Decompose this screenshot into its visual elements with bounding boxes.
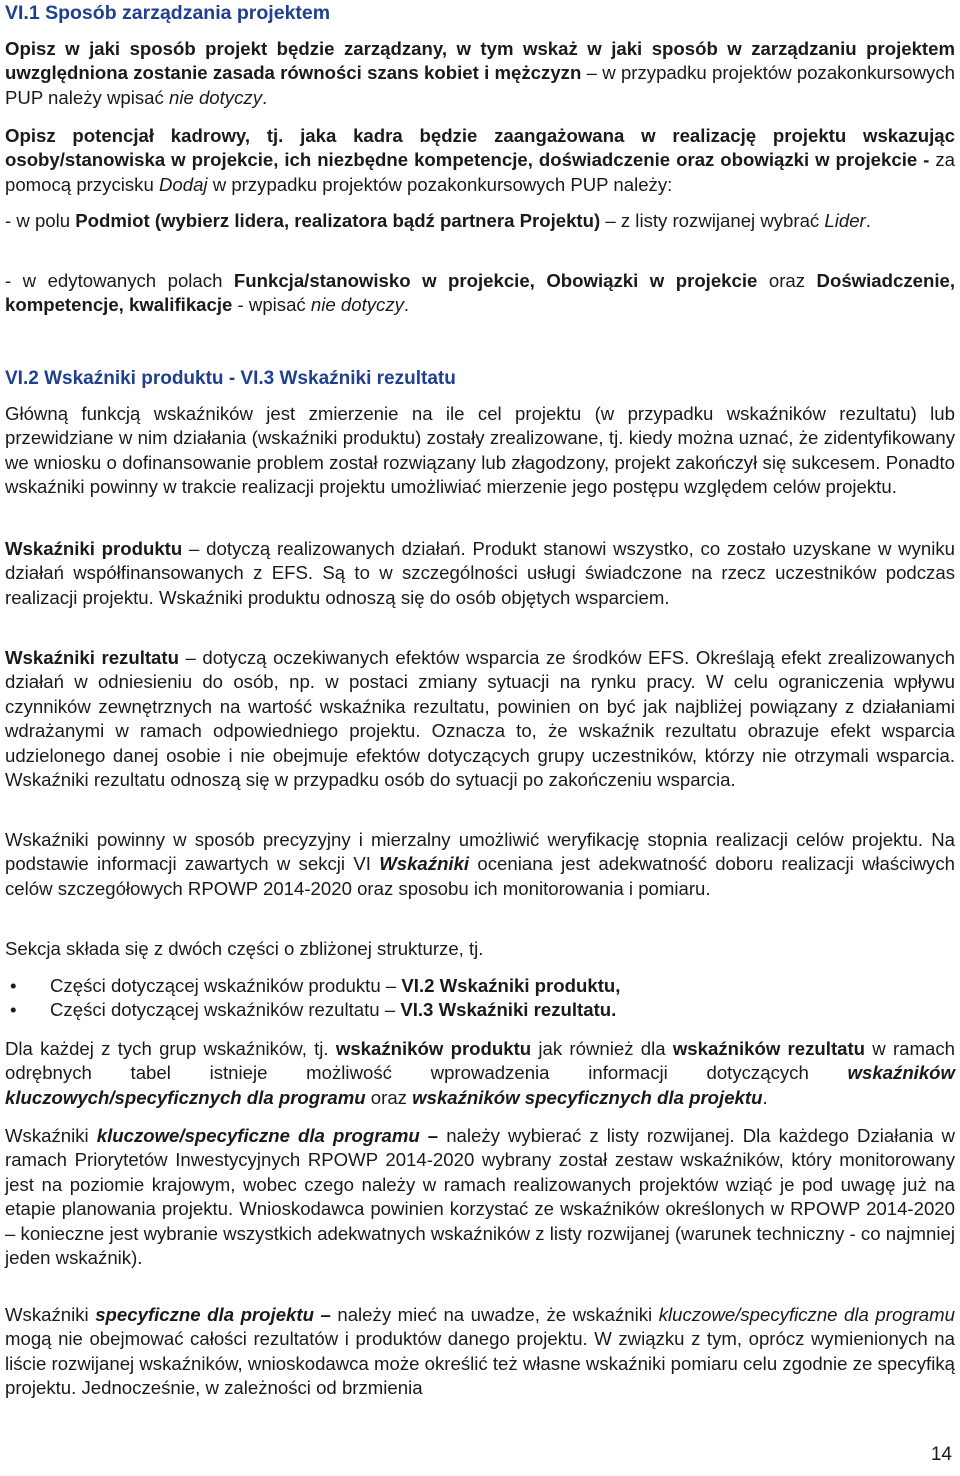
text: oceniana jest adekwatność doboru realizacji właściwych celów szczegółowych RPOWP 2014-2020 oraz sposobu ich monitorowania i pomiaru. [5,853,955,899]
bullet-icon: • [10,999,17,1021]
text: w przypadku projektów pozakonkursowych PUP należy: [207,173,673,195]
bold-text: VI.2 Wskaźniki produktu, [401,975,621,996]
bold-text: Opisz potencjał kadrowy, tj. jaka kadra będzie zaangażowana w realizację projektu wskazując osoby/stanowiska w projekcie, ich niezbędne kompetencje, doświadczenie oraz obowiązki w projekcie - [5,125,955,171]
text: – dotyczą realizowanych działań. Produkt stanowi wszystko, co zostało uzyskane w wyniku działań współfinansowanych z EFS. Są to w szczególności usługi świadczone na rzecz uczestników podczas realizacji projektu. Wskaźniki produktu odnoszą się do osób objętych wsparciem. [5,538,955,608]
text: mogą nie obejmować całości rezultatów i produktów danego projektu. W związku z tym, oprócz wymienionych na liście rozwijanej wskaźników, wnioskodawca może określić też własne wskaźniki pomiaru celu zgodnie ze specyfiką projektu. Jednocześnie, w zależności od brzmienia [5,1328,955,1399]
bold-italic-text: specyficzne dla projektu [95,1304,314,1325]
bold-text: Doświadczenie, kompetencje, kwalifikacje [5,270,955,316]
text: . [262,86,268,108]
bold-italic-text: kluczowe/specyficzne dla programu [96,1125,420,1146]
text: za pomocą przycisku [5,149,955,195]
bold-text: Opisz w jaki sposób projekt będzie zarządzany, w tym wskaż w jaki sposób w zarządzaniu projektem uwzględniona zostanie zasada równości szans kobiet i mężczyzn [5,38,955,84]
text: - wpisać [232,294,311,316]
text: Części dotyczącej wskaźników produktu – [50,975,402,996]
paragraph-indicator-groups [5,1037,955,1110]
italic-text: kluczowe/specyficzne dla programu [658,1304,955,1325]
text: – z listy rozwijanej wybrać [600,210,825,231]
bold-text: Wskaźniki produktu [5,538,183,559]
paragraph-subject-field [5,209,955,233]
text: – w przypadku projektów pozakonkursowych PUP należy wpisać [5,62,955,108]
bold-italic-text: Wskaźniki [379,853,470,875]
text: oraz [757,270,817,291]
text: . [762,1086,768,1108]
bold-text: – [419,1125,439,1146]
paragraph-product-indicators [5,537,955,610]
bullet-list [5,974,955,1023]
text: . [403,294,410,316]
text: . [865,210,871,231]
paragraph-precision [5,828,955,901]
bold-text: wskaźników produktu [335,1038,532,1059]
bold-text: wskaźników rezultatu [672,1038,866,1059]
bold-text: Funkcja/stanowisko w projekcie, Obowiązki w projekcie [233,270,758,291]
text: Wskaźniki powinny w sposób precyzyjny i mierzalny umożliwić weryfikację stopnia realizacji celów projektu. Na podstawie informacji zawartych w sekcji VI [5,829,955,875]
text: - w polu [5,210,76,231]
italic-text: Dodaj [158,173,208,195]
bold-text: Wskaźniki rezultatu [5,647,179,668]
bold-italic-text: wskaźników specyficznych dla projektu [412,1086,763,1108]
page-number: 14 [930,1444,952,1465]
paragraph-indicators-purpose: Główną funkcją wskaźników jest zmierzenie na ile cel projektu (w przypadku wskaźników rezultatu) lub przewidziane w nim działania (wskaźniki produktu) zostały zrealizowane, tj. kiedy można uznać, że zidentyfikowany we wniosku o dofinansowanie problem został rozwiązany lub złagodzony, projekt zakończył się sukcesem. Ponadto wskaźniki powinny w trakcie realizacji projektu umożliwiać mierzenie jego postępu względem celów projektu. [5,403,955,498]
bold-italic-text: wskaźników kluczowych/specyficznych dla programu [5,1062,955,1108]
text: w ramach odrębnych tabel istnieje możliwość wprowadzenia informacji dotyczących [5,1038,955,1084]
paragraph-result-indicators [5,646,955,792]
italic-text: nie dotyczy [168,86,262,108]
text: - w edytowanych polach [5,270,234,291]
paragraph-key-indicators [5,1124,955,1270]
italic-text: Lider [824,210,866,231]
text: Dla każdej z tych grup wskaźników, tj. [5,1038,336,1059]
bullet-icon: • [10,975,17,996]
section-heading-vi2-vi3: VI.2 Wskaźniki produktu - VI.3 Wskaźniki rezultatu [5,368,456,389]
text: jak również dla [531,1038,673,1059]
text: oraz [365,1086,413,1108]
list-item [5,974,955,998]
paragraph-section-structure: Sekcja składa się z dwóch części o zbliżonej strukturze, tj. [5,938,484,959]
paragraph-staff [5,124,955,197]
list-item [5,998,955,1022]
text: Części dotyczącej wskaźników rezultatu – [50,999,401,1021]
paragraph-management [5,37,955,110]
text: należy mieć na uwadze, że wskaźniki [330,1304,659,1325]
section-heading-vi1: VI.1 Sposób zarządzania projektem [5,2,331,24]
paragraph-project-specific-indicators [5,1303,955,1401]
text: Wskaźniki [5,1125,97,1146]
text: – dotyczą oczekiwanych efektów wsparcia ze środków EFS. Określają efekt zrealizowanych działań w odniesieniu do osób, np. w postaci zmiany sytuacji na rynku pracy. W celu ograniczenia wpływu czynników zewnętrznych na wartość wskaźnika rezultatu, powinien on być jak najbliżej powiązany z działaniami wdrażanymi w ramach odpowiedniego projektu. Oznacza to, że wskaźnik rezultatu obrazuje efekt wsparcia udzielonego danej osobie i nie obejmuje efektów dotyczących grupy uczestników, którzy nie otrzymali wsparcia. Wskaźniki rezultatu odnoszą się w przypadku osób do sytuacji po zakończeniu wsparcia. [5,647,955,791]
text: Wskaźniki [5,1304,96,1325]
bold-text: – [313,1304,331,1325]
bold-text: VI.3 Wskaźniki rezultatu. [400,999,617,1021]
bold-text: Podmiot (wybierz lidera, realizatora bądź partnera Projektu) [75,210,601,231]
paragraph-edit-fields [5,269,955,318]
text: należy wybierać z listy rozwijanej. Dla każdego Działania w ramach Priorytetów Inwestycyjnych RPOWP 2014-2020 wybrany został zestaw wskaźników, który monitorowany jest na poziomie krajowym, wobec czego należy w ramach realizowanych projektów wziąć je pod uwagę już na etapie planowania projektu. Wnioskodawca powinien korzystać ze wskaźników określonych w RPOWP 2014-2020 – konieczne jest wybranie wszystkich adekwatnych wskaźników z listy rozwijanej (warunek techniczny - co najmniej jeden wskaźnik). [5,1125,955,1269]
italic-text: nie dotyczy [310,294,404,316]
